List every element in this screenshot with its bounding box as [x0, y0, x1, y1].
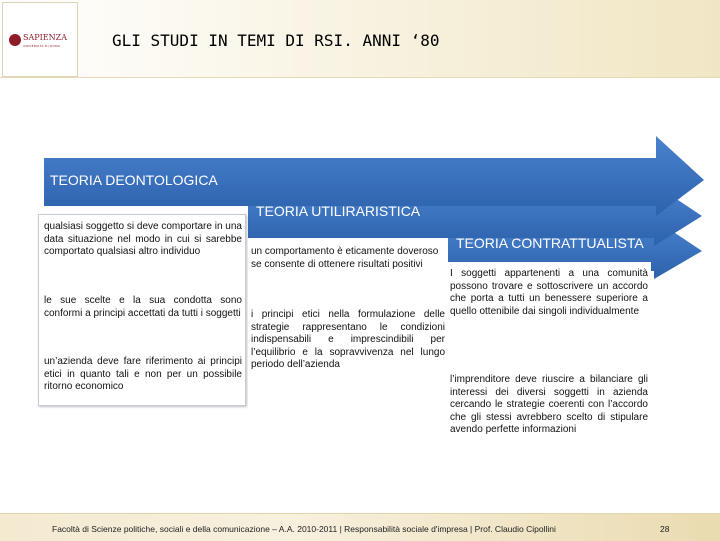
deontologica-paragraph-1: qualsiasi soggetto si deve comportare in una data situazione nel modo in cui si sarebbe comportato qualsiasi altro individuo [44, 221, 242, 257]
theory-box-deontologica [38, 214, 246, 406]
contrattualista-paragraph-1: I soggetti appartenenti a una comunità possono trovare e sottoscrivere un accordo che porta a tutti un benessere superiore a quello ottenibile dai singoli individualmente [450, 268, 648, 317]
footer-text: Facoltà di Scienze politiche, sociali e della comunicazione – A.A. 2010-2011 | Responsabilità sociale d'impresa | Prof. Claudio Cipollini [52, 524, 556, 534]
utilitaristica-paragraph-2: i principi etici nella formulazione delle strategie rappresentano le condizioni indispensabili e imprescindibili per l’equilibrio e la sopravvivenza nel lungo periodo dell’azienda [251, 309, 445, 370]
slide-title: GLI STUDI IN TEMI DI RSI. ANNI ‘80 [112, 31, 440, 50]
utilitaristica-paragraph-1: un comportamento è eticamente doveroso se consente di ottenere risultati positivi [251, 246, 439, 270]
theory-label-contrattualista: TEORIA CONTRATTUALISTA [456, 235, 644, 251]
university-logo [2, 2, 78, 77]
logo-name: SAPIENZA [23, 33, 67, 42]
header-bar [0, 0, 720, 78]
deontologica-paragraph-3: un’azienda deve fare riferimento ai principi etici in quanto tali e non per un possibile ritorno economico [44, 356, 242, 392]
page-number: 28 [660, 524, 670, 534]
deontologica-paragraph-2: le sue scelte e la sua condotta sono conformi a principi accettati da tutti i soggetti [44, 295, 242, 319]
university-seal-icon [9, 34, 21, 46]
theory-box-contrattualista [447, 262, 651, 458]
footer-bar [0, 513, 720, 541]
logo-subtitle: UNIVERSITÀ DI ROMA [23, 44, 61, 48]
theory-label-deontologica: TEORIA DEONTOLOGICA [50, 172, 218, 188]
theory-label-utilitaristica: TEORIA UTILIRARISTICA [256, 203, 421, 219]
contrattualista-paragraph-2: l’imprenditore deve riuscire a bilanciare gli interessi dei diversi soggetti in azienda cercando le strategie coerenti con l’accordo che gli stessi avrebbero scelto di stipulare avendo perfette informazioni [450, 374, 648, 435]
theory-box-utilitaristica [248, 240, 446, 426]
